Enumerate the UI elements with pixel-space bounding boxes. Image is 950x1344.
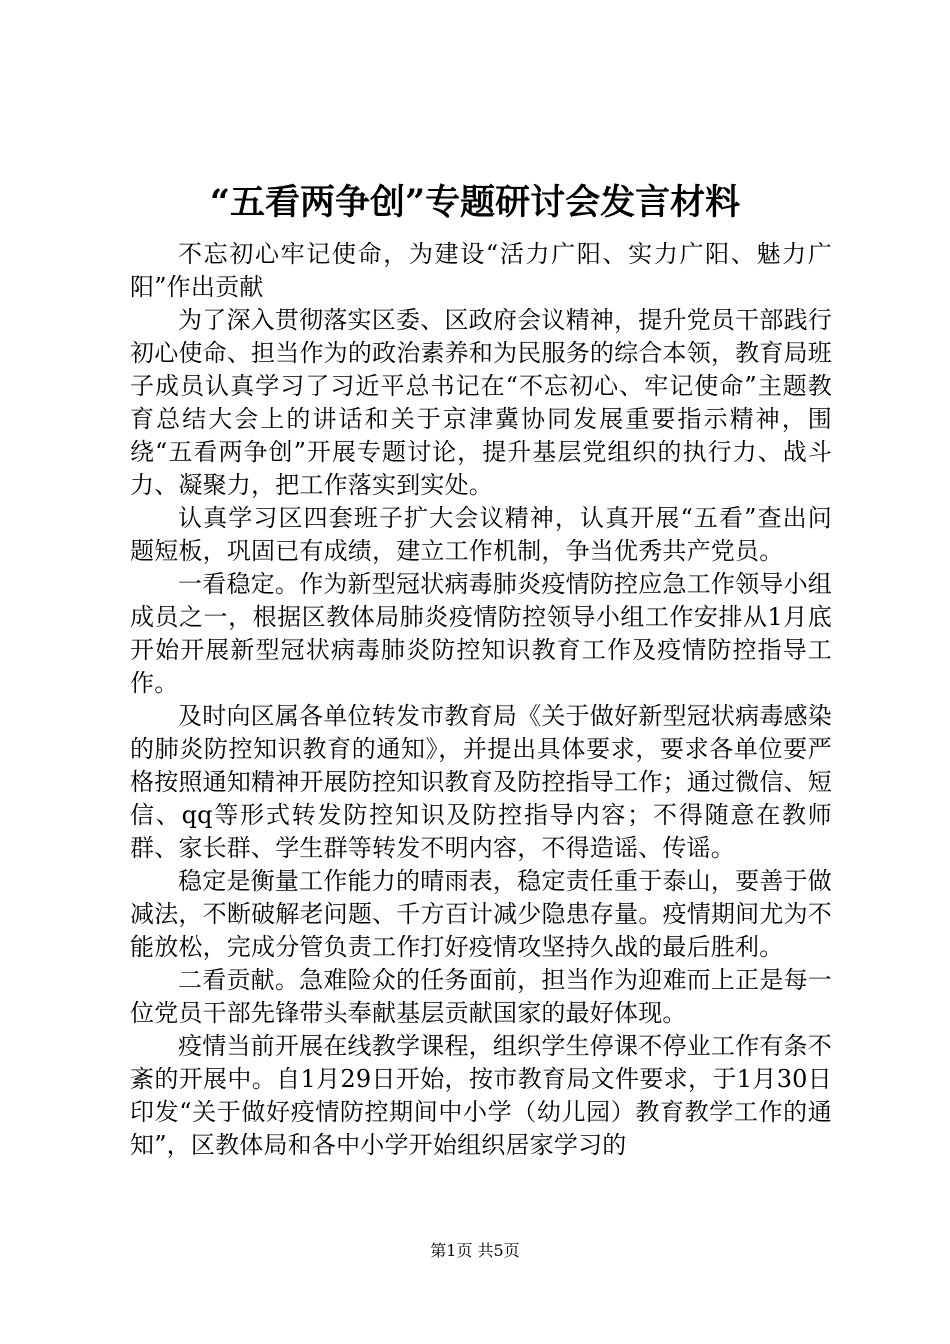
document-body <box>130 238 832 1162</box>
paragraph-stability-measure: 稳定是衡量工作能力的晴雨表，稳定责任重于泰山，要善于做减法，不断破解老问题、千方百计减少隐患存量。疫情期间尤为不能放松，完成分管负责工作打好疫情攻坚持久战的最后胜利。 <box>130 867 832 961</box>
paragraph-stability: 一看稳定。作为新型冠状病毒肺炎疫情防控应急工作领导小组成员之一，根据区教体局肺炎疫情防控领导小组工作安排从1月底开始开展新型冠状病毒肺炎防控知识教育工作及疫情防控指导工作。 <box>130 570 832 697</box>
paragraph-contribution: 二看贡献。急难险众的任务面前，担当作为迎难而上正是每一位党员干部先锋带头奉献基层贡献国家的最好体现。 <box>130 966 832 1027</box>
paragraph-subtitle: 不忘初心牢记使命，为建设“活力广阳、实力广阳、魅力广阳”作出贡献 <box>130 240 832 301</box>
paragraph-online-teaching: 疫情当前开展在线教学课程，组织学生停课不停业工作有条不紊的开展中。自1月29日开始，按市教育局文件要求，于1月30日印发“关于做好疫情防控期间中小学（幼儿园）教育教学工作的通知”，区教体局和各中小学开始组织居家学习的 <box>130 1032 832 1159</box>
paragraph-intro: 为了深入贯彻落实区委、区政府会议精神，提升党员干部践行初心使命、担当作为的政治素养和为民服务的综合本领，教育局班子成员认真学习了习近平总书记在“不忘初心、牢记使命”主题教育总结大会上的讲话和关于京津冀协同发展重要指示精神，围绕“五看两争创”开展专题讨论，提升基层党组织的执行力、战斗力、凝聚力，把工作落实到实处。 <box>130 306 832 499</box>
page-number-footer: 第1页 共5页 <box>430 1241 520 1260</box>
paragraph-study: 认真学习区四套班子扩大会议精神，认真开展“五看”查出问题短板，巩固已有成绩，建立工作机制，争当优秀共产党员。 <box>130 504 832 565</box>
paragraph-forwarding: 及时向区属各单位转发市教育局《关于做好新型冠状病毒感染的肺炎防控知识教育的通知》，并提出具体要求，要求各单位要严格按照通知精神开展防控知识教育及防控指导工作；通过微信、短信、qq等形式转发防控知识及防控指导内容；不得随意在教师群、家长群、学生群等转发不明内容，不得造谣、传谣。 <box>130 702 832 862</box>
document-title: “五看两争创”专题研讨会发言材料 <box>209 182 741 223</box>
